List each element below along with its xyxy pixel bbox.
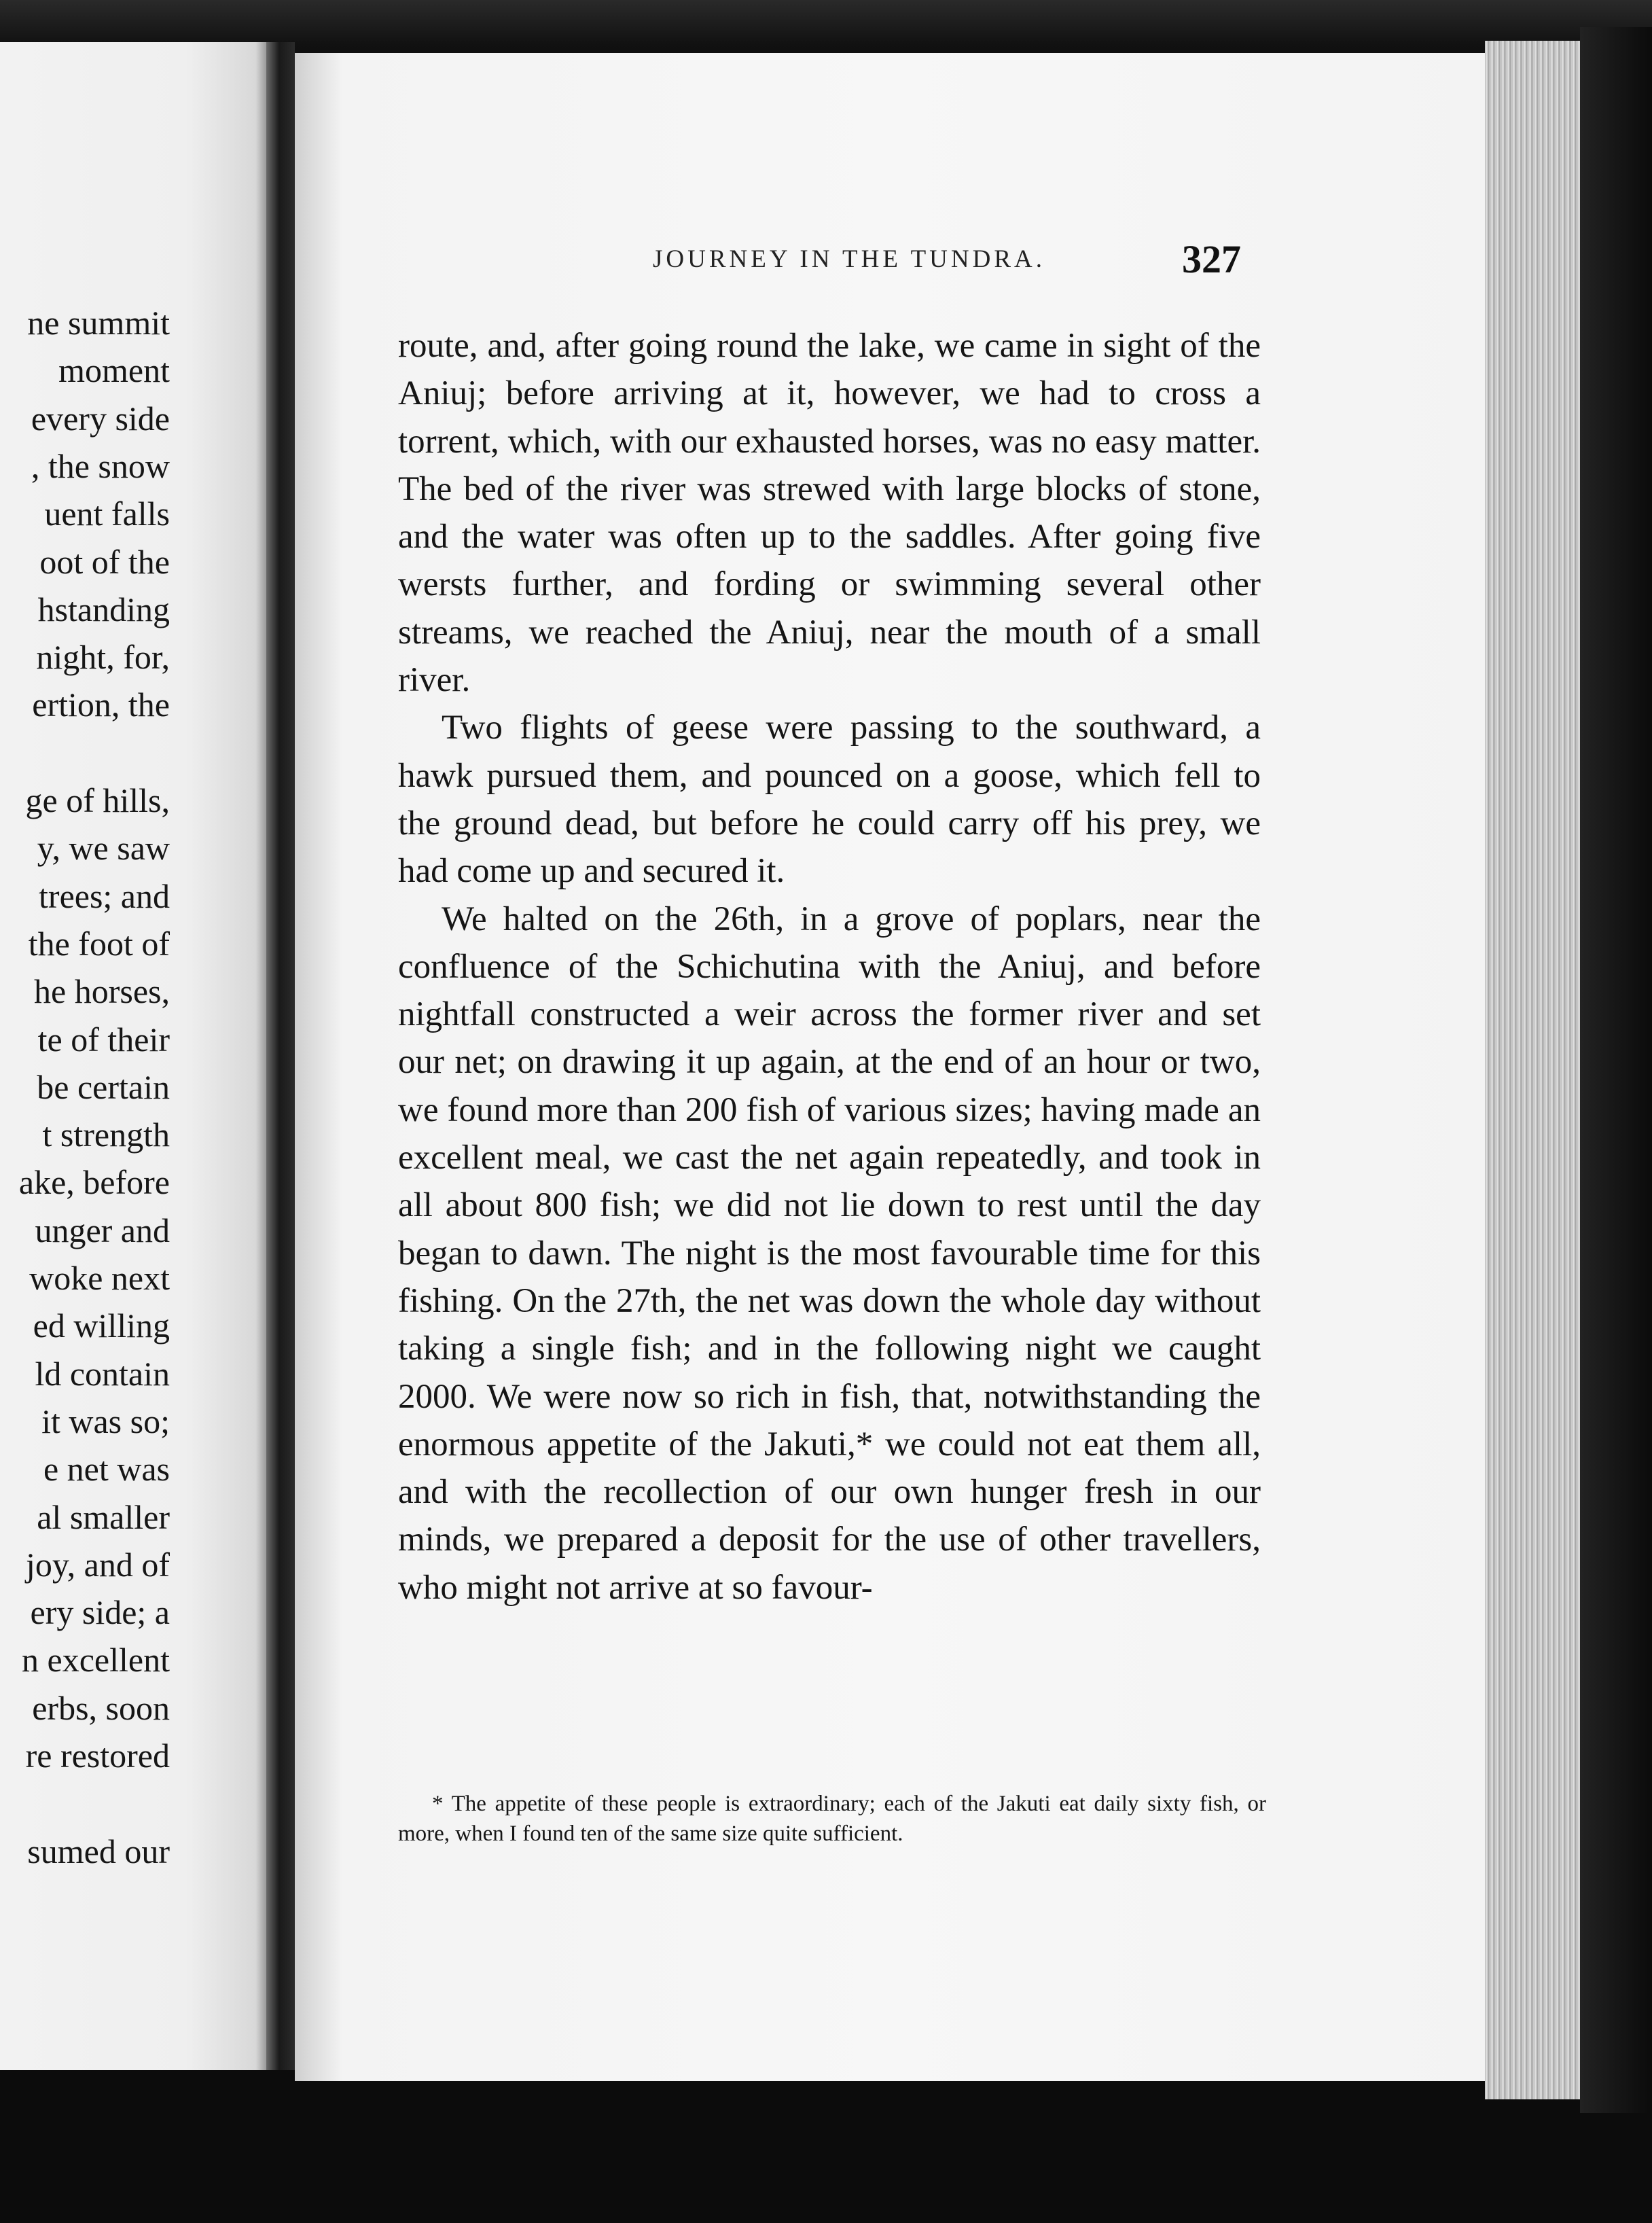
left-page-line: n excellent [22,1641,170,1679]
paragraph: Two flights of geese were passing to the southward, a hawk pursued them, and pounced on a goose, which fell to the ground dead, but before he could carry off his prey, we had come up and secured it. [398,709,1261,891]
footnote: * The appetite of these people is extraordinary; each of the Jakuti eat daily sixty fish, or more, when I found ten of the same size quite sufficient. [398,1792,1266,1846]
left-page-line: ery side; a [30,1593,170,1632]
left-page-line: t strength [42,1116,170,1154]
left-page-line: oot of the [39,542,170,581]
paragraph: route, and, after going round the lake, we came in sight of the Aniuj; before arriving at it, however, we had to cross a torrent, which, with our exhausted horses, was no easy matter. The bed of the river was strewed with large blocks of stone, and the water was often up to the saddles. After going five wersts further, and fording or swimming several other streams, we reached the Aniuj, near the mouth of a small river. [398,327,1261,700]
left-page-line: hstanding [37,590,170,628]
page-edges [1485,41,1580,2099]
left-page-line: ertion, the [32,686,170,724]
left-page-line: y, we saw [37,829,170,868]
left-page-line: the foot of [28,924,170,963]
left-page-line: te of their [37,1020,170,1059]
left-page [0,42,266,2070]
left-page-line: woke next [29,1259,170,1297]
left-page-line: erbs, soon [32,1688,170,1727]
left-page-line: ld contain [35,1354,170,1393]
left-page-line: night, for, [36,638,170,677]
left-page-line: it was so; [41,1402,170,1440]
left-page-line: re restored [25,1737,170,1775]
page-number: 327 [1182,237,1241,281]
left-page-line: ake, before [18,1163,170,1202]
left-page-line: al smaller [37,1497,170,1536]
left-page-line: he horses, [34,972,170,1011]
left-page-line: trees; and [39,876,170,915]
left-page-line: uent falls [44,495,170,533]
scan-background-right [1580,27,1652,2113]
left-page-line: unger and [35,1211,170,1249]
left-page-line: sumed our [27,1832,170,1870]
left-page-line: ed willing [33,1306,170,1345]
left-page-line: ge of hills, [25,781,170,819]
left-page-line: joy, and of [26,1545,170,1584]
running-head: JOURNEY IN THE TUNDRA. [653,245,1045,273]
left-page-line: moment [58,351,170,390]
body-text [398,322,1261,1612]
book-gutter [266,42,295,2070]
paragraph: We halted on the 26th, in a grove of poplars, near the confluence of the Schichutina with the Aniuj, and before nightfall constructed a weir across the former river and set our net; on drawing it up again, at the end of an hour or two, we found more than 200 fish of various sizes; having made an excellent meal, we cast the net again repeatedly, and took in all about 800 fish; we did not lie down to rest until the day began to dawn. The night is the most favourable time for this fishing. On the 27th, the net was down the whole day without taking a single fish; and in the following night we caught 2000. We were now so rich in fish, that, notwithstanding the enormous appetite of the Jakuti,* we could not eat them all, and with the recollection of our own hunger fresh in our minds, we prepared a deposit for the use of other travellers, who might not arrive at so favour- [398,900,1261,1607]
left-page-line: be certain [37,1067,170,1106]
left-page-line: ne summit [27,304,170,342]
left-page-line: every side [31,399,170,438]
left-page-line: e net was [43,1450,170,1489]
left-page-line: , the snow [31,446,170,485]
